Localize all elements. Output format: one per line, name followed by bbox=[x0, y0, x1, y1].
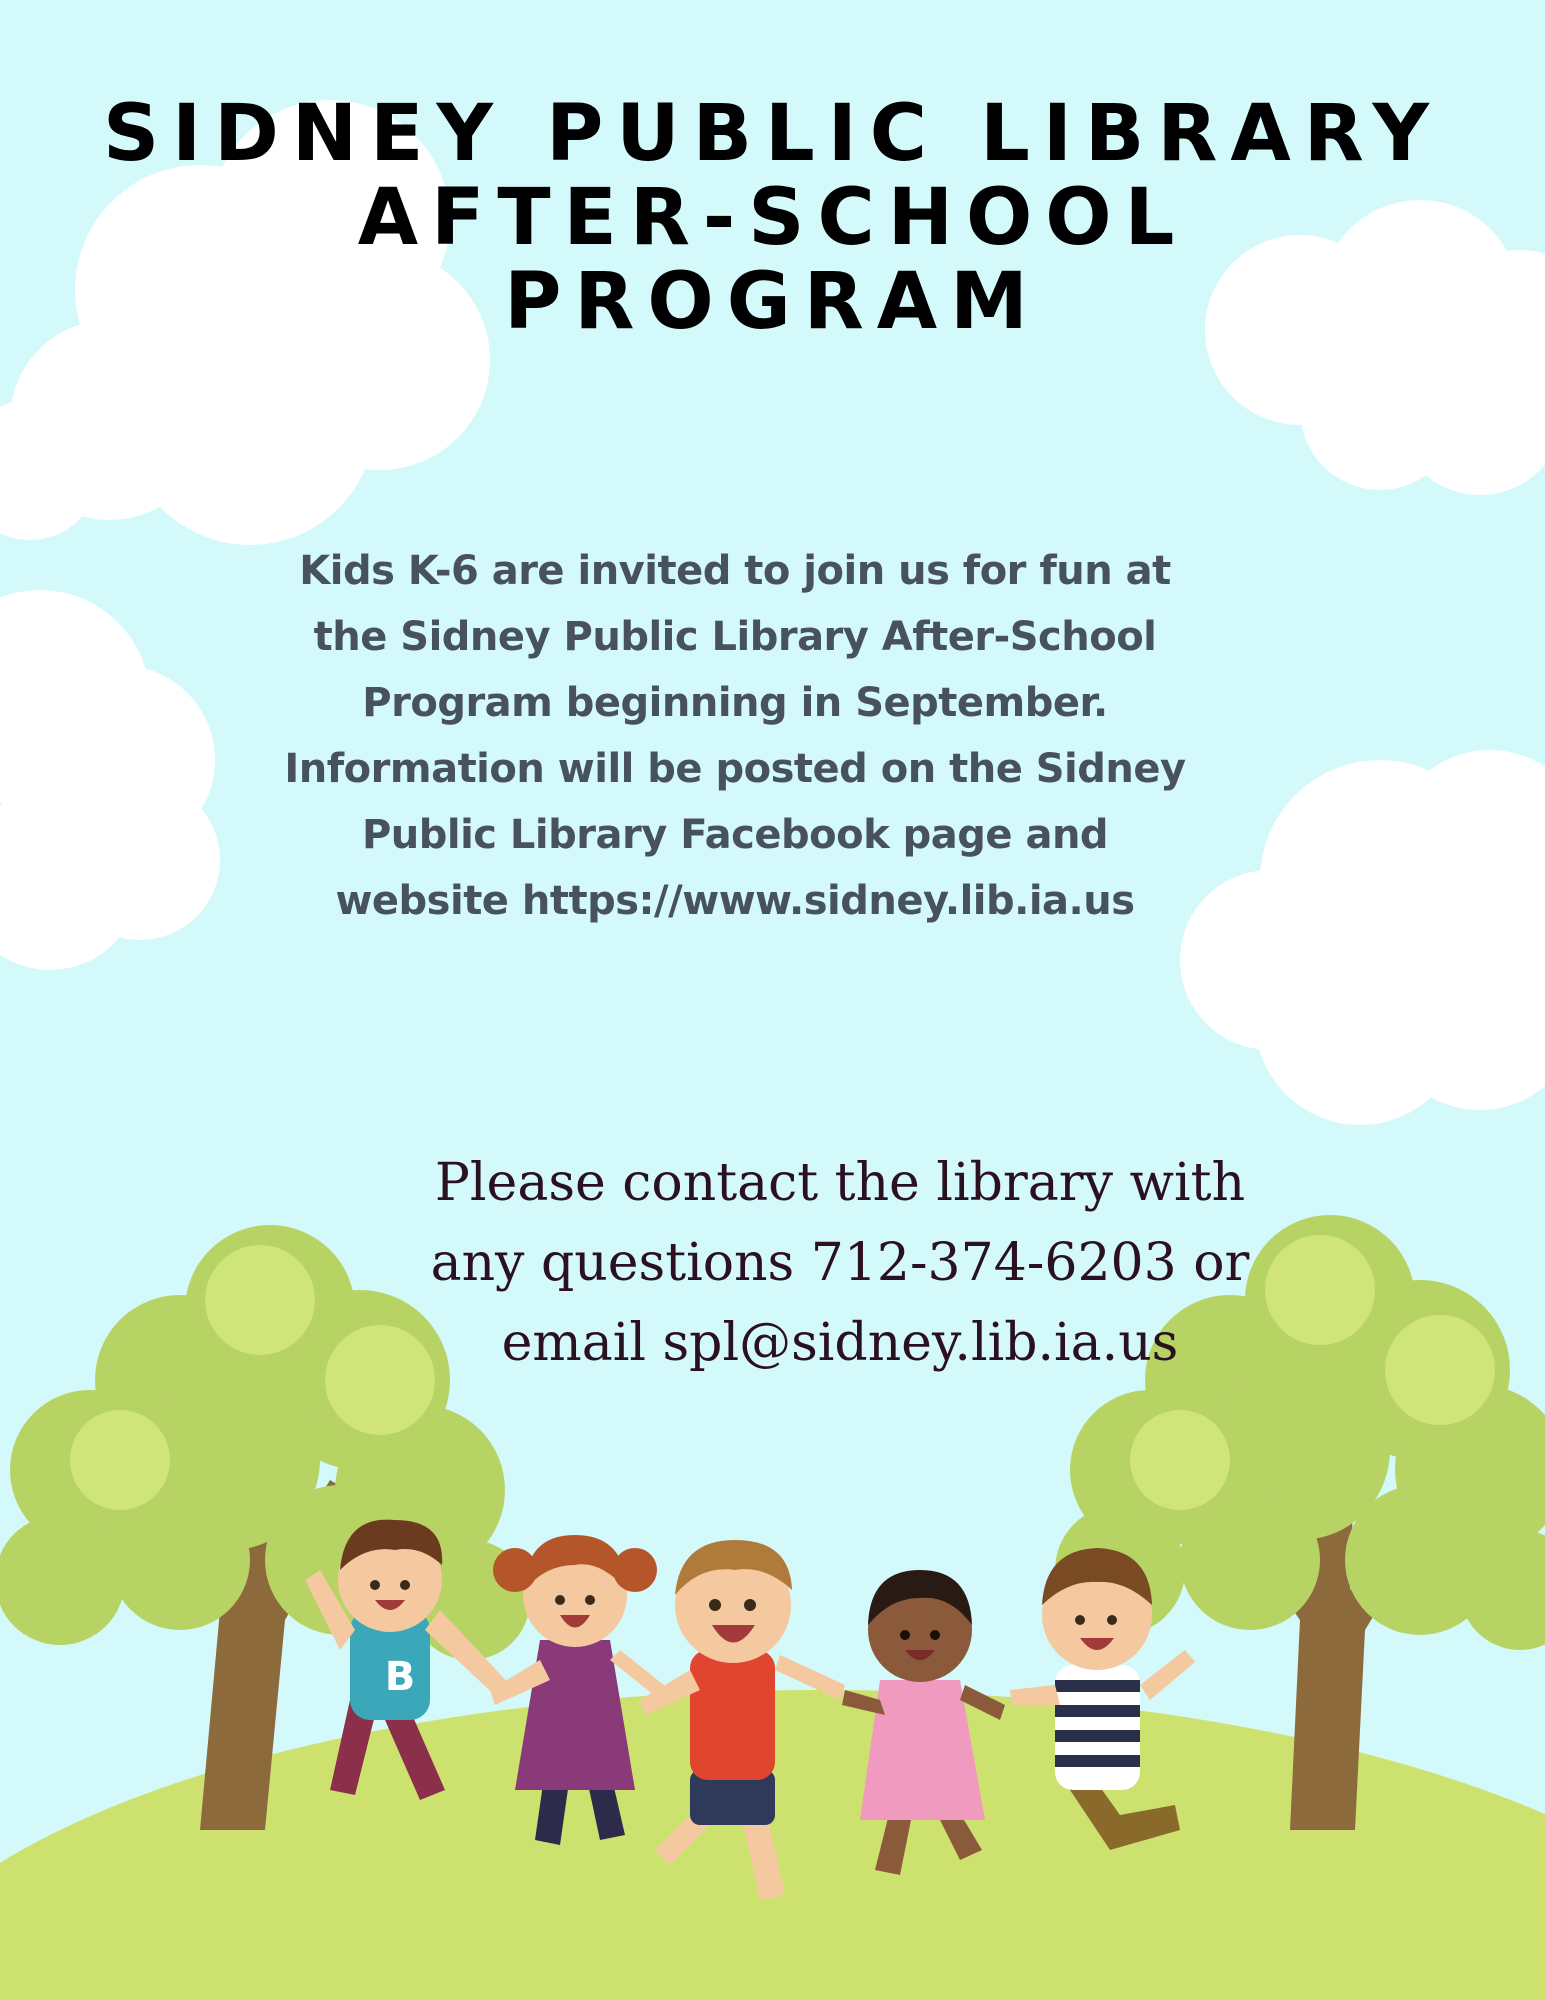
description-line: website https://www.sidney.lib.ia.us bbox=[335, 878, 1135, 924]
page-title bbox=[0, 89, 1545, 347]
contact-line: any questions 712-374-6203 or bbox=[430, 1233, 1250, 1293]
description-line: Kids K-6 are invited to join us for fun at bbox=[299, 548, 1171, 594]
description-line: the Sidney Public Library After-School bbox=[313, 614, 1157, 660]
contact-line: email spl@sidney.lib.ia.us bbox=[501, 1313, 1179, 1373]
cloud-icon-middle-left bbox=[0, 590, 220, 970]
title-line-2: AFTER-SCHOOL bbox=[357, 173, 1188, 263]
title-line-1: SIDNEY PUBLIC LIBRARY bbox=[102, 89, 1443, 179]
contact-line: Please contact the library with bbox=[434, 1153, 1246, 1213]
svg-text:B: B bbox=[384, 1654, 416, 1700]
contact-information bbox=[330, 1143, 1350, 1383]
description-line: Information will be posted on the Sidney bbox=[284, 746, 1186, 792]
description-line: Public Library Facebook page and bbox=[361, 812, 1109, 858]
title-line-3: PROGRAM bbox=[504, 257, 1041, 347]
description-line: Program beginning in September. bbox=[362, 680, 1108, 726]
program-description bbox=[220, 538, 1250, 934]
